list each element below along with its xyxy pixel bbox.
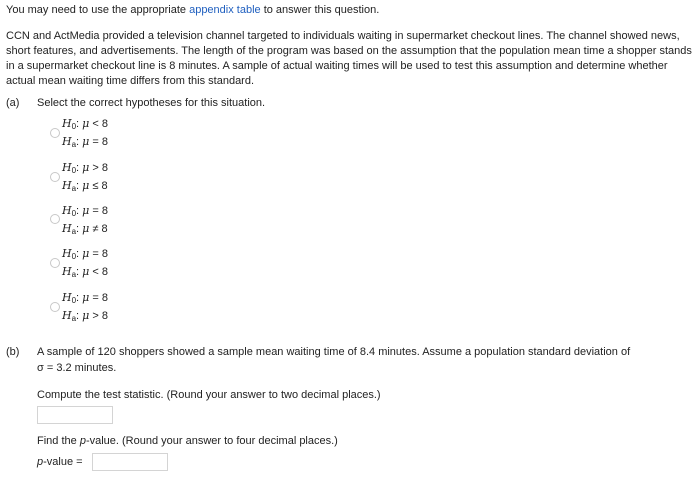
part-b-sample-description: A sample of 120 shoppers showed a sample mean waiting time of 8.4 minutes. Assume a population standard deviation of xyxy=(37,346,631,358)
hypothesis-option-2-radio[interactable] xyxy=(50,172,60,182)
option-4-alt-hypothesis: $H_a$: μ < 8 xyxy=(62,265,109,279)
option-2-alt-hypothesis: $H_a$: μ ≤ 8 xyxy=(62,179,108,193)
hypothesis-option-5-radio[interactable] xyxy=(50,302,60,312)
option-4-null-hypothesis: $H_0$: μ = 8 xyxy=(62,247,109,261)
instruction-line xyxy=(6,4,379,16)
test-statistic-input[interactable] xyxy=(37,406,113,424)
test-statistic-prompt: Compute the test statistic. (Round your answer to two decimal places.) xyxy=(37,389,381,401)
part-a-label: (a) xyxy=(6,97,20,109)
hypothesis-option-4-radio[interactable] xyxy=(50,258,60,268)
part-a-prompt: Select the correct hypotheses for this situation. xyxy=(37,97,266,109)
pvalue-input[interactable] xyxy=(92,453,168,471)
hypothesis-option-1-radio[interactable] xyxy=(50,128,60,138)
option-3-alt-hypothesis: $H_a$: μ ≠ 8 xyxy=(62,222,108,236)
option-1-null-hypothesis: $H_0$: μ < 8 xyxy=(62,117,109,131)
option-1-alt-hypothesis: $H_a$: μ = 8 xyxy=(62,135,109,149)
instruction-suffix: to answer this question. xyxy=(263,4,380,16)
option-5-null-hypothesis: $H_0$: μ = 8 xyxy=(62,291,109,305)
hypothesis-option-3-radio[interactable] xyxy=(50,214,60,224)
part-b-label: (b) xyxy=(6,346,20,358)
problem-description: CCN and ActMedia provided a television channel targeted to individuals waiting in supermarket checkout lines. The channel showed news, short features, and advertisements. The length of the program was based on the assumption that the population mean time a shopper stands in a supermarket checkout line is 8 minutes. A sample of actual waiting times will be used to test this assumption and determine whether actual mean waiting time differs from this standard. xyxy=(6,30,692,87)
pvalue-prompt: Find the p-value. (Round your answer to four decimal places.) xyxy=(37,435,338,447)
option-5-alt-hypothesis: $H_a$: μ > 8 xyxy=(62,309,109,323)
appendix-table-link[interactable]: appendix table xyxy=(189,4,261,16)
part-b-std-deviation: σ = 3.2 minutes. xyxy=(37,362,117,374)
pvalue-label: p-value = xyxy=(37,456,83,468)
instruction-prefix: You may need to use the appropriate xyxy=(6,4,187,16)
option-3-null-hypothesis: $H_0$: μ = 8 xyxy=(62,204,109,218)
option-2-null-hypothesis: $H_0$: μ > 8 xyxy=(62,161,109,175)
